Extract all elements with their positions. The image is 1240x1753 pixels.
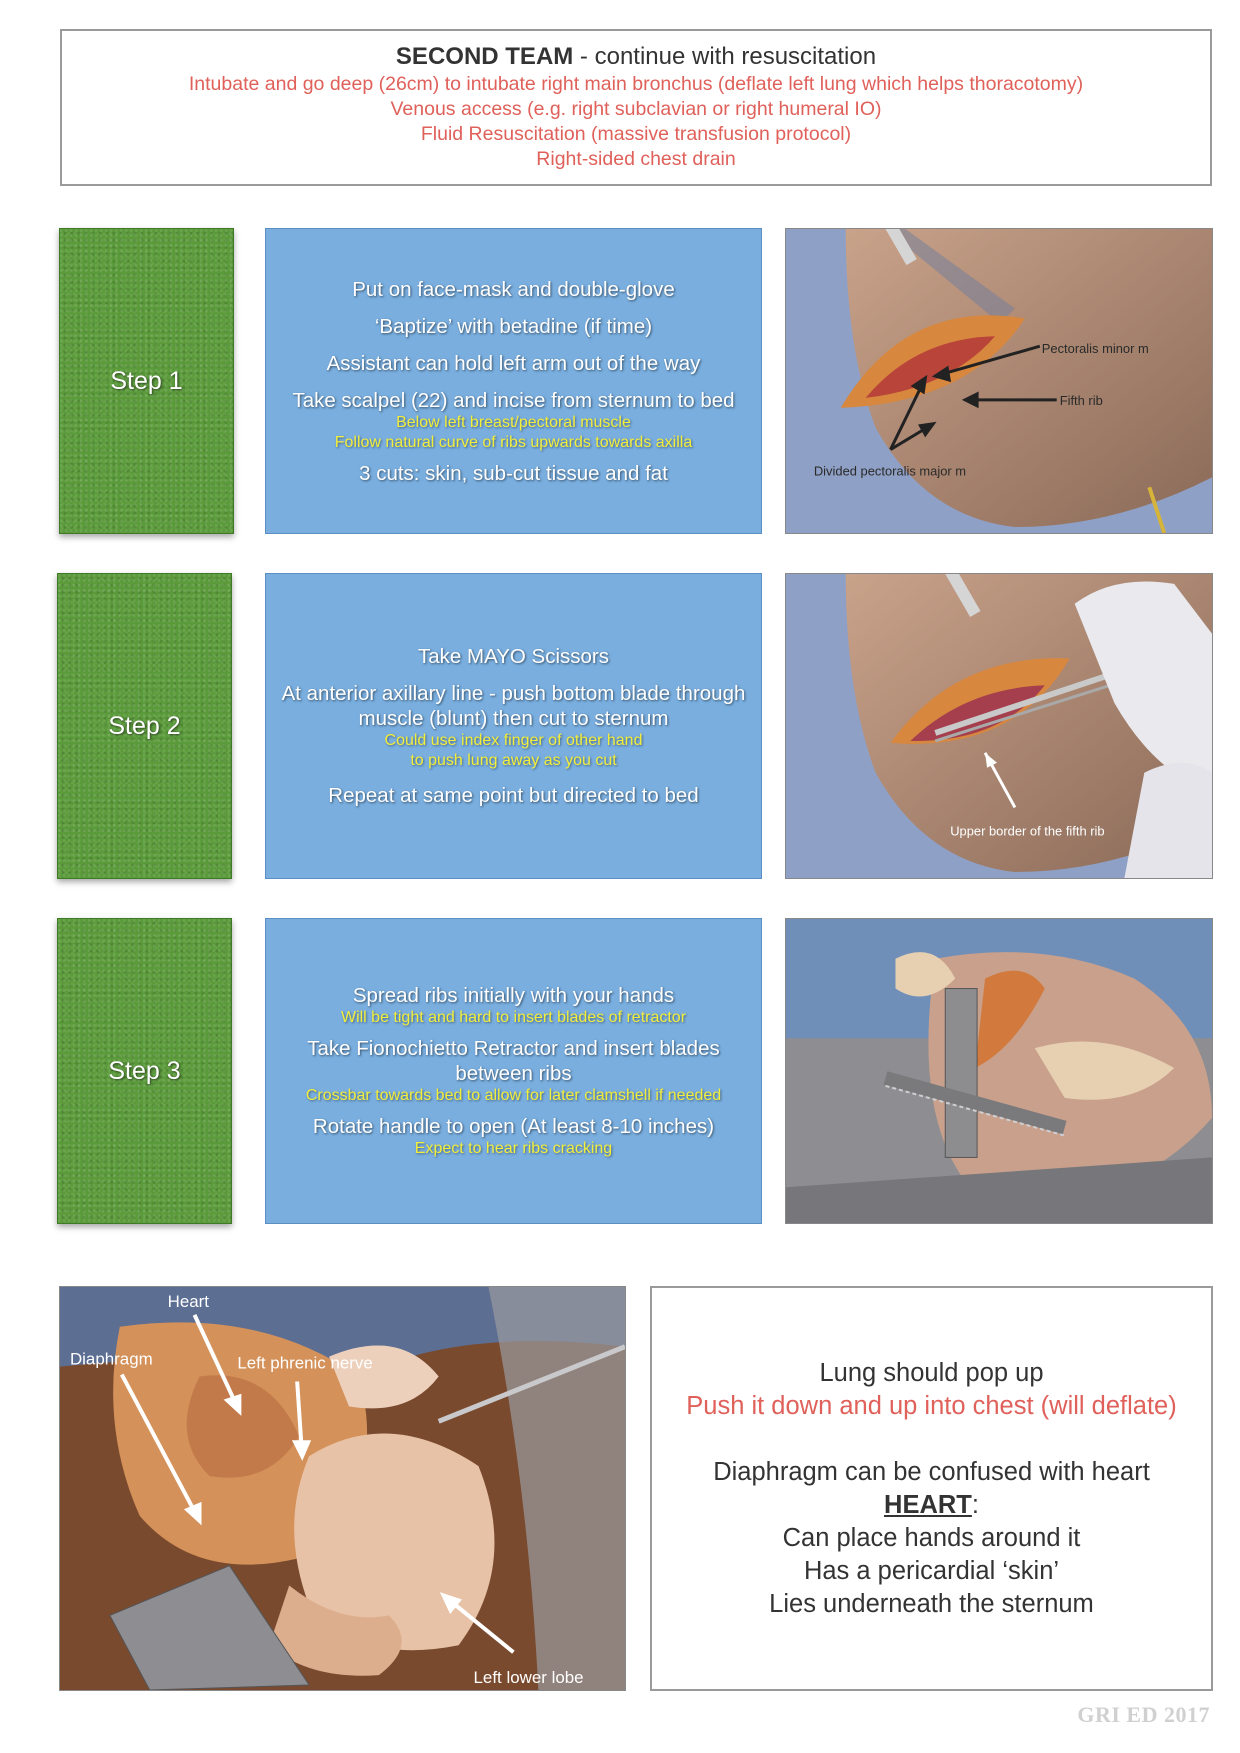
heart-heading-word: HEART bbox=[884, 1490, 972, 1519]
step-2-line: At anterior axillary line - push bottom blade through bbox=[281, 682, 746, 705]
step-2-line: Repeat at same point but directed to bed bbox=[328, 784, 699, 807]
step-2-line: Take MAYO Scissors bbox=[418, 645, 609, 668]
step-3-retractor-photo bbox=[785, 918, 1213, 1224]
step-3-tile bbox=[57, 918, 232, 1224]
step-3-line: Take Fionochietto Retractor and insert blades bbox=[307, 1037, 720, 1060]
footer-credit: GRI ED 2017 bbox=[1077, 1702, 1210, 1727]
heart-heading-colon: : bbox=[971, 1490, 979, 1519]
step-1-instructions bbox=[265, 228, 762, 534]
step-2-note: to push lung away as you cut bbox=[410, 752, 617, 769]
second-team-box bbox=[60, 29, 1212, 186]
step-1-line: Put on face-mask and double-glove bbox=[352, 277, 675, 301]
second-team-line: Right-sided chest drain bbox=[536, 148, 736, 170]
step-3-photo-illustration bbox=[786, 919, 1212, 1223]
step-1-line: Assistant can hold left arm out of the way bbox=[326, 351, 701, 375]
step-1-label: Step 1 bbox=[110, 366, 183, 395]
second-team-title-bold: SECOND TEAM bbox=[395, 43, 574, 70]
notes-line: Lies underneath the sternum bbox=[769, 1589, 1094, 1618]
notes-line: Has a pericardial ‘skin’ bbox=[803, 1556, 1060, 1585]
step-3-label: Step 3 bbox=[108, 1056, 181, 1085]
left-lower-lobe-label: Left lower lobe bbox=[473, 1668, 584, 1688]
anatomy-photo-illustration bbox=[60, 1287, 625, 1690]
step-3-note: Expect to hear ribs cracking bbox=[414, 1140, 613, 1157]
step-1-tile bbox=[59, 228, 234, 534]
second-team-title bbox=[62, 42, 1210, 72]
notes-line: Lung should pop up bbox=[819, 1358, 1044, 1387]
fifth-rib-label: Fifth rib bbox=[1059, 392, 1103, 408]
second-team-line: Intubate and go deep (26cm) to intubate right main bronchus (deflate left lung which helps thoracotomy) bbox=[188, 73, 1084, 95]
step-1-incision-photo bbox=[785, 228, 1213, 534]
heart-label: Heart bbox=[167, 1291, 209, 1311]
diaphragm-label: Diaphragm bbox=[69, 1349, 153, 1369]
step-1-photo-illustration bbox=[786, 229, 1212, 533]
anatomy-photo bbox=[59, 1286, 626, 1691]
step-3-line: Spread ribs initially with your hands bbox=[352, 984, 675, 1007]
step-1-line: ‘Baptize’ with betadine (if time) bbox=[374, 314, 653, 338]
notes-line-red: Push it down and up into chest (will deflate) bbox=[686, 1391, 1177, 1420]
step-1-note: Follow natural curve of ribs upwards towards axilla bbox=[334, 433, 693, 451]
step-2-tile bbox=[57, 573, 232, 879]
step-3-note: Will be tight and hard to insert blades of retractor bbox=[340, 1009, 687, 1026]
upper-border-fifth-rib-label: Upper border of the fifth rib bbox=[950, 823, 1105, 839]
step-1-line: Take scalpel (22) and incise from sternum to bed bbox=[292, 388, 735, 412]
second-team-line: Fluid Resuscitation (massive transfusion protocol) bbox=[420, 123, 852, 145]
step-2-line: muscle (blunt) then cut to sternum bbox=[358, 707, 669, 730]
step-3-line: Rotate handle to open (At least 8-10 inches) bbox=[312, 1115, 715, 1138]
lung-heart-notes bbox=[650, 1286, 1213, 1691]
step-2-label: Step 2 bbox=[108, 711, 181, 740]
divided-pectoralis-major-label: Divided pectoralis major m bbox=[813, 463, 967, 479]
step-2-photo-illustration bbox=[786, 574, 1212, 878]
step-1-note: Below left breast/pectoral muscle bbox=[396, 413, 631, 431]
second-team-line: Venous access (e.g. right subclavian or right humeral IO) bbox=[390, 98, 882, 120]
step-3-instructions bbox=[265, 918, 762, 1224]
notes-line: Diaphragm can be confused with heart bbox=[713, 1457, 1150, 1486]
step-2-note: Could use index finger of other hand bbox=[384, 732, 643, 749]
step-3-line: between ribs bbox=[455, 1062, 572, 1085]
step-1-line: 3 cuts: skin, sub-cut tissue and fat bbox=[359, 461, 668, 485]
notes-line: Can place hands around it bbox=[782, 1523, 1081, 1552]
second-team-title-rest: - continue with resuscitation bbox=[573, 43, 877, 70]
step-2-instructions bbox=[265, 573, 762, 879]
step-2-scissors-photo bbox=[785, 573, 1213, 879]
pectoralis-minor-label: Pectoralis minor m bbox=[1041, 341, 1149, 357]
left-phrenic-nerve-label: Left phrenic nerve bbox=[237, 1353, 373, 1373]
step-3-note: Crossbar towards bed to allow for later clamshell if needed bbox=[305, 1087, 722, 1104]
heart-heading bbox=[884, 1489, 979, 1522]
